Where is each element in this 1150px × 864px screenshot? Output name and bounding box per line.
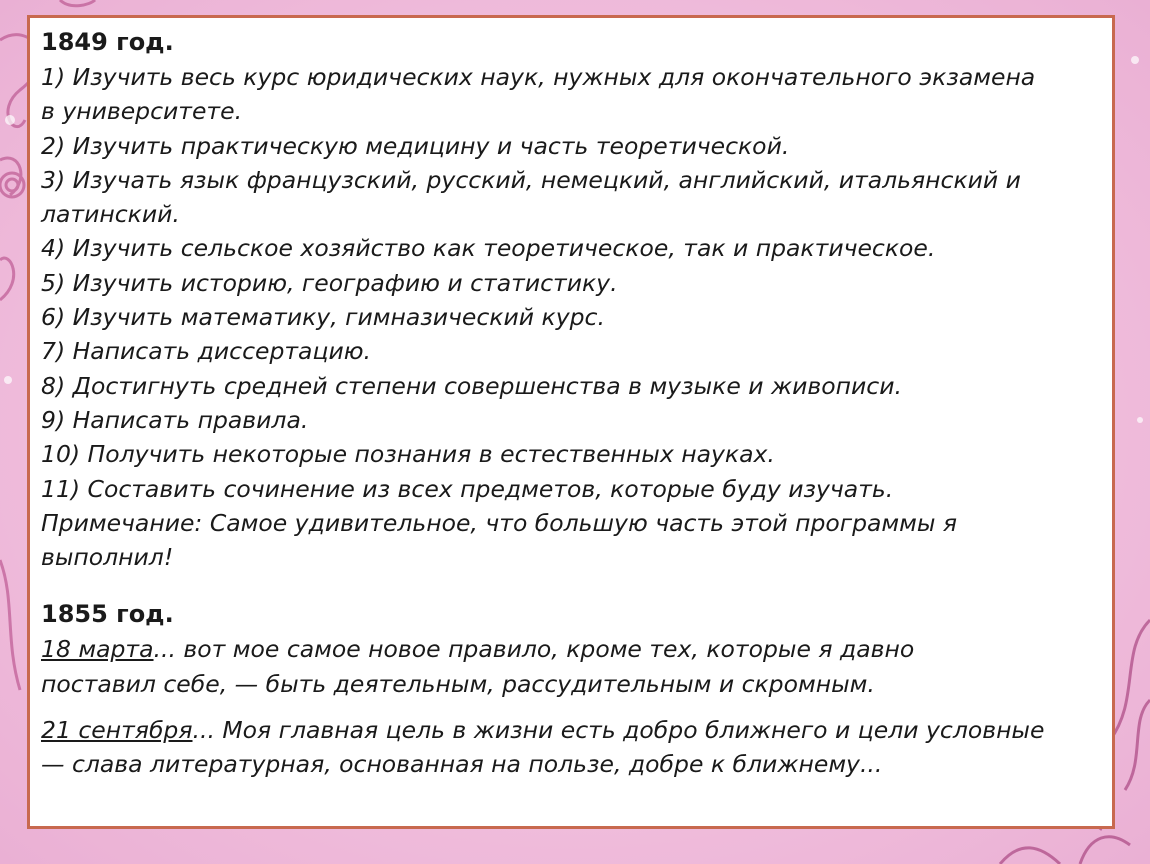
line-1849-15: выполнил! xyxy=(41,543,174,572)
entry-1855-1-line-1 xyxy=(41,632,1102,666)
entry-1855-2-line-2: — слава литературная, основанная на пользе, добре к ближнему... xyxy=(41,750,883,779)
line-1849-14: Примечание: Самое удивительное, что большую часть этой программы я xyxy=(41,508,958,537)
entry-1855-1-text: ... вот мое самое новое правило, кроме тех, которые я давно xyxy=(153,635,915,664)
entry-1855-2-line-1 xyxy=(41,713,1102,747)
entry-1855-1-line-2: поставил себе, — быть деятельным, рассудительным и скромным. xyxy=(41,669,875,698)
heading-1855: 1855 год. xyxy=(41,600,174,629)
line-1849-3: 2) Изучить практическую медицину и часть теоретической. xyxy=(41,131,790,160)
line-1849-8: 6) Изучить математику, гимназический курс. xyxy=(41,303,605,332)
line-1849-10: 8) Достигнуть средней степени совершенства в музыке и живописи. xyxy=(41,371,902,400)
line-1849-9: 7) Написать диссертацию. xyxy=(41,337,371,366)
line-1849-1: 1) Изучить весь курс юридических наук, нужных для окончательного экзамена xyxy=(41,63,1036,91)
line-1849-4: 3) Изучать язык французский, русский, немецкий, английский, итальянский и xyxy=(41,165,1021,194)
entry-date-18-march: 18 марта xyxy=(41,635,154,664)
section-spacer xyxy=(41,574,1102,596)
line-1849-5: латинский. xyxy=(41,200,180,229)
entry-spacer xyxy=(41,701,1102,713)
line-1849-6: 4) Изучить сельское хозяйство как теоретическое, так и практическое. xyxy=(41,234,936,263)
line-1849-12: 10) Получить некоторые познания в естественных науках. xyxy=(41,440,775,469)
line-1849-11: 9) Написать правила. xyxy=(41,405,309,434)
line-1849-7: 5) Изучить историю, географию и статистику. xyxy=(41,268,618,297)
line-1849-2: в университете. xyxy=(41,97,243,126)
entry-1855-2-text: ... Моя главная цель в жизни есть добро ближнего и цели условные xyxy=(192,716,1045,745)
line-1849-13: 11) Составить сочинение из всех предметов, которые буду изучать. xyxy=(41,474,894,503)
heading-1849: 1849 год. xyxy=(41,28,174,56)
entry-date-21-september: 21 сентября xyxy=(41,716,193,745)
text-slide-box xyxy=(27,15,1115,829)
